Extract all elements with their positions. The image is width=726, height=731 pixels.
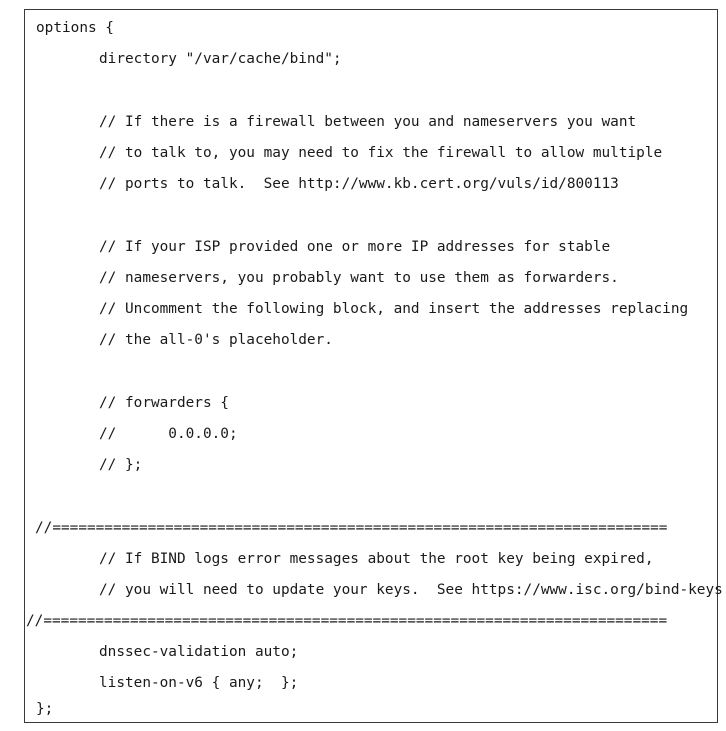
code-line-firewall-comment-2: // to talk to, you may need to fix the firewall to allow multiple	[99, 145, 663, 161]
code-line-bind-comment-2: // you will need to update your keys. See https://www.isc.org/bind-keys	[99, 582, 723, 598]
code-line-firewall-comment-1: // If there is a firewall between you and nameservers you want	[99, 114, 637, 130]
code-line-isp-comment-4: // the all-0's placeholder.	[99, 332, 333, 348]
code-line-separator-2: //========================================================================	[26, 613, 668, 629]
code-line-separator-1: //=======================================================================	[35, 520, 668, 536]
code-line-listen-on-v6: listen-on-v6 { any; };	[99, 675, 299, 691]
code-line-bind-comment-1: // If BIND logs error messages about the root key being expired,	[99, 551, 654, 567]
code-line-dnssec-validation: dnssec-validation auto;	[99, 644, 299, 660]
code-line-isp-comment-3: // Uncomment the following block, and insert the addresses replacing	[99, 301, 689, 317]
code-line-forwarders-address: // 0.0.0.0;	[99, 426, 238, 442]
code-line-firewall-comment-3: // ports to talk. See http://www.kb.cert.org/vuls/id/800113	[99, 176, 619, 192]
code-line-forwarders-close: // };	[99, 457, 143, 473]
code-line-options-open: options {	[36, 20, 114, 36]
code-line-forwarders-open: // forwarders {	[99, 395, 229, 411]
code-line-isp-comment-2: // nameservers, you probably want to use them as forwarders.	[99, 270, 619, 286]
code-line-isp-comment-1: // If your ISP provided one or more IP addresses for stable	[99, 239, 611, 255]
code-line-directory: directory "/var/cache/bind";	[99, 51, 342, 67]
config-code-block	[24, 9, 723, 723]
code-line-options-close: };	[36, 701, 54, 717]
